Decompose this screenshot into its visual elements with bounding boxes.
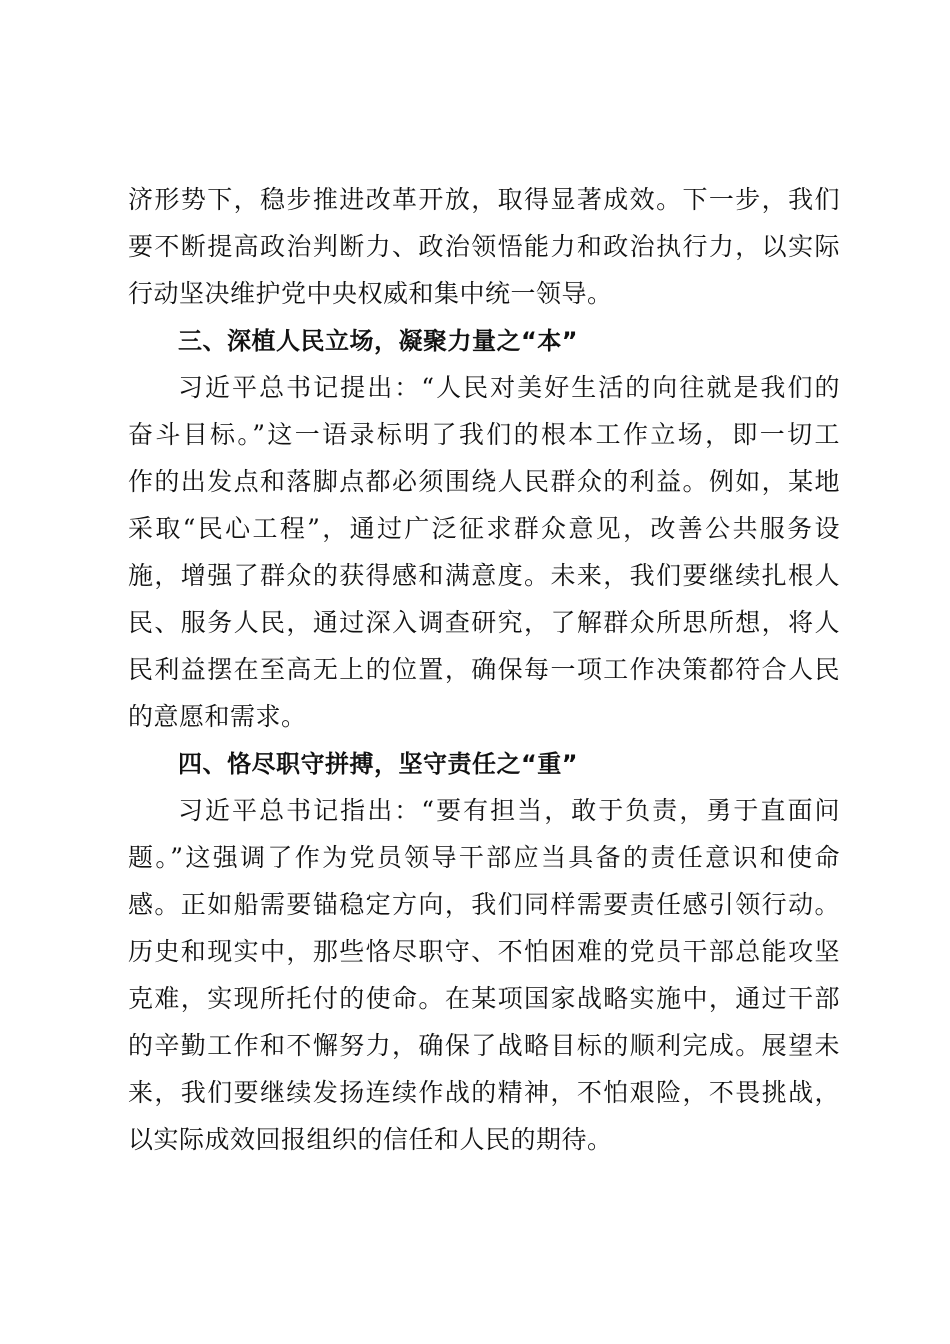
paragraph-line: 以实际成效回报组织的信任和人民的期待。 — [128, 1125, 613, 1154]
paragraph-line: 题。”这强调了作为党员领导干部应当具备的责任意识和使命 — [128, 843, 840, 872]
paragraph-line: 历史和现实中，那些恪尽职守、不怕困难的党员干部总能攻坚 — [128, 937, 840, 966]
paragraph-line: 克难，实现所托付的使命。在某项国家战略实施中，通过干部 — [128, 984, 840, 1013]
paragraph-line: 济形势下，稳步推进改革开放，取得显著成效。下一步，我们 — [128, 185, 840, 214]
paragraph-line: 奋斗目标。”这一语录标明了我们的根本工作立场，即一切工 — [128, 420, 840, 449]
paragraph-line: 民利益摆在至高无上的位置，确保每一项工作决策都符合人民 — [128, 655, 840, 684]
section-heading-3: 三、深植人民立场，凝聚力量之“本” — [178, 327, 579, 355]
paragraph-line: 来，我们要继续发扬连续作战的精神，不怕艰险，不畏挑战， — [128, 1078, 840, 1107]
section-heading-4: 四、恪尽职守拼搏，坚守责任之“重” — [178, 750, 579, 778]
paragraph-line: 习近平总书记提出：“人民对美好生活的向往就是我们的 — [178, 373, 840, 402]
paragraph-line: 习近平总书记指出：“要有担当，敢于负责，勇于直面问 — [178, 796, 840, 825]
paragraph-line: 作的出发点和落脚点都必须围绕人民群众的利益。例如，某地 — [128, 467, 840, 496]
paragraph-line: 行动坚决维护党中央权威和集中统一领导。 — [128, 279, 613, 308]
paragraph-line: 民、服务人民，通过深入调查研究，了解群众所思所想，将人 — [128, 608, 840, 637]
paragraph-line: 的意愿和需求。 — [128, 702, 307, 731]
paragraph-line: 施，增强了群众的获得感和满意度。未来，我们要继续扎根人 — [128, 561, 840, 590]
paragraph-line: 的辛勤工作和不懈努力，确保了战略目标的顺利完成。展望未 — [128, 1031, 840, 1060]
paragraph-line: 感。正如船需要锚稳定方向，我们同样需要责任感引领行动。 — [128, 890, 840, 919]
paragraph-line: 要不断提高政治判断力、政治领悟能力和政治执行力，以实际 — [128, 232, 840, 261]
paragraph-line: 采取“民心工程”，通过广泛征求群众意见，改善公共服务设 — [128, 514, 840, 543]
